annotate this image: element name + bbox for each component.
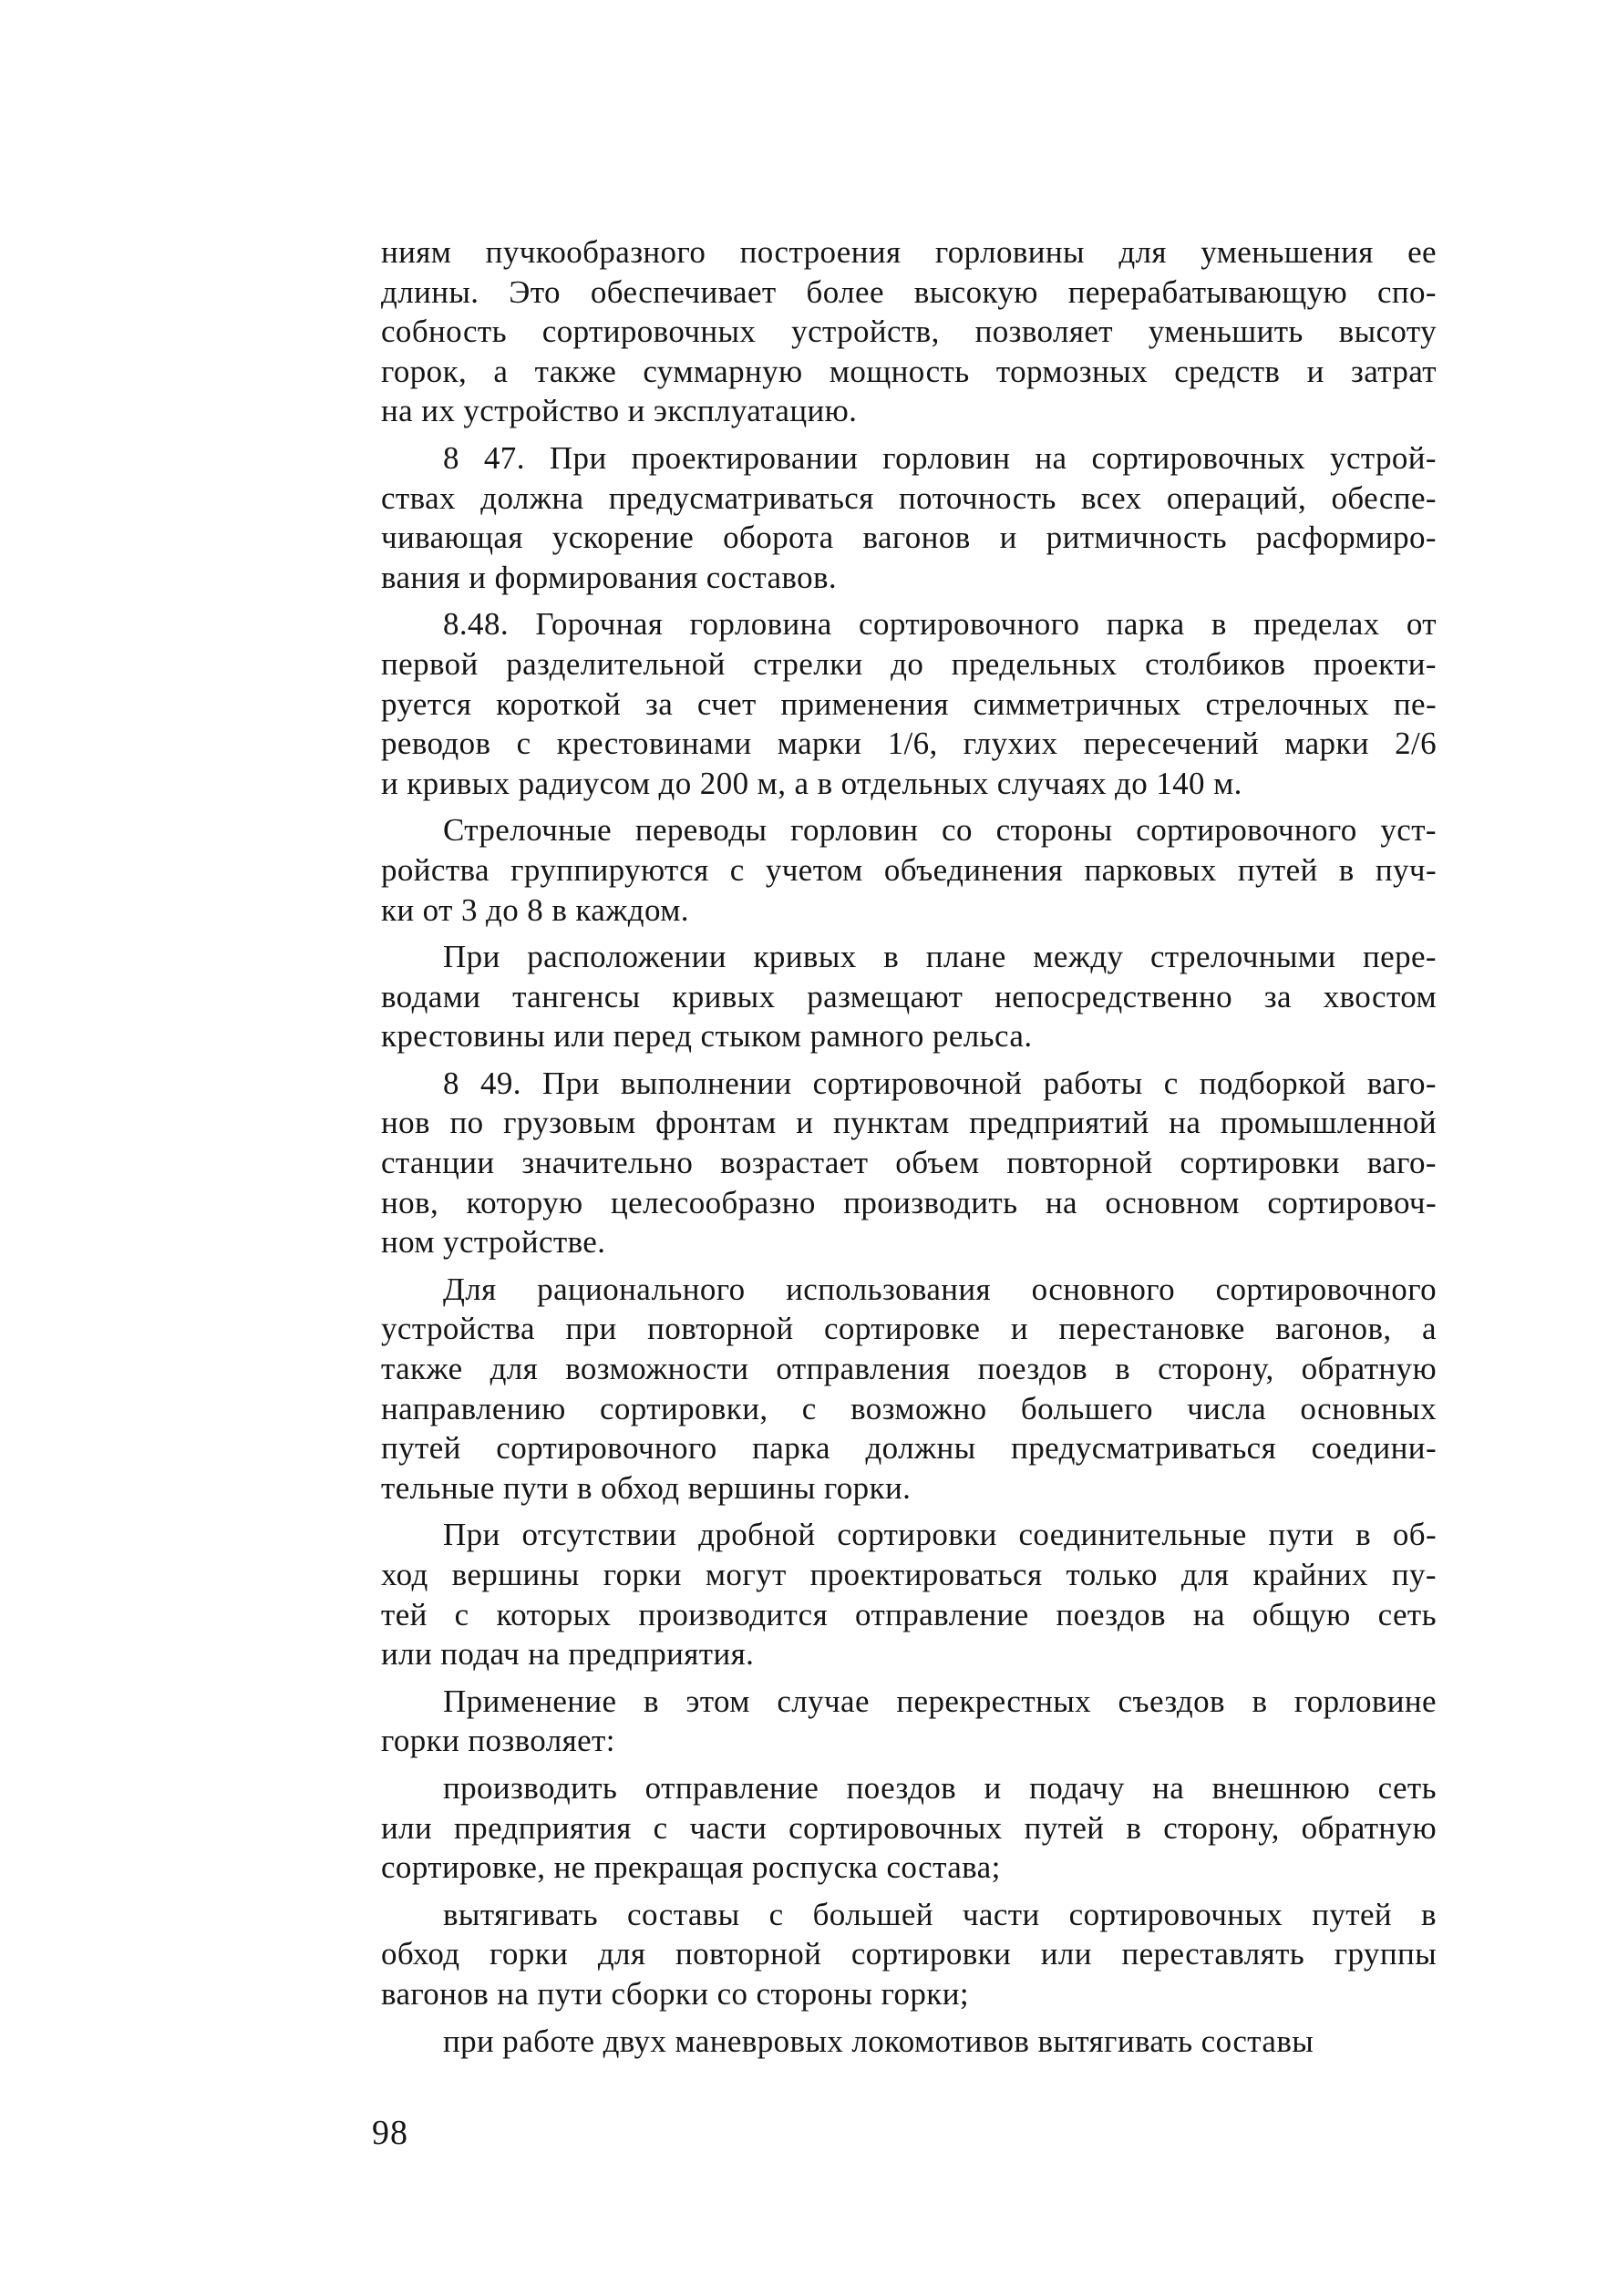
text-line: тельные пути в обход вершины горки. [381, 1469, 912, 1506]
text-line: При отсутствии дробной сортировки соединительные пути в об- [443, 1517, 1437, 1553]
text-line: ход вершины горки могут проектироваться только для крайних пу- [381, 1557, 1437, 1592]
text-line: станции значительно возрастает объем повторной сортировки ваго- [381, 1145, 1437, 1181]
text-line: крестовины или перед стыком рамного рельса. [381, 1018, 1033, 1055]
paragraph [381, 810, 1437, 930]
text-line: при работе двух маневровых локомотивов вытягивать составы [443, 2023, 1314, 2059]
text-line: собность сортировочных устройств, позволяет уменьшить высоту [381, 314, 1437, 350]
text-line: Применение в этом случае перекрестных съездов в горловине [443, 1683, 1437, 1719]
text-line: горок, а также суммарную мощность тормозных средств и затрат [381, 353, 1437, 389]
text-line: или подач на предприятия. [381, 1636, 755, 1673]
paragraph [381, 1064, 1437, 1262]
text-line: путей сортировочного парка должны предусматриваться соедини- [381, 1430, 1437, 1467]
paragraph [381, 2022, 1437, 2062]
text-line: длины. Это обеспечивает более высокую перерабатывающую спо- [381, 273, 1437, 310]
text-line: сортировке, не прекращая роспуска состава; [381, 1849, 1001, 1886]
text-line: ки от 3 до 8 в каждом. [381, 891, 689, 928]
paragraph [381, 1270, 1437, 1508]
paragraph [381, 438, 1437, 597]
text-line: ствах должна предусматриваться поточность всех операций, обеспе- [381, 479, 1437, 516]
text-line: на их устройство и эксплуатацию. [381, 393, 858, 429]
text-line: реводов с крестовинами марки 1/6, глухих пересечений марки 2/6 [381, 726, 1437, 762]
text-line: вагонов на пути сборки со стороны горки; [381, 1975, 969, 2012]
text-line: первой разделительной стрелки до предельных столбиков проекти- [381, 645, 1437, 682]
text-line: или предприятия с части сортировочных путей в сторону, обратную [381, 1809, 1437, 1846]
text-line: обход горки для повторной сортировки или переставлять группы [381, 1936, 1437, 1972]
text-line: также для возможности отправления поездов в сторону, обратную [381, 1351, 1437, 1387]
text-line: вания и формирования составов. [381, 559, 838, 595]
text-line: направлению сортировки, с возможно большего числа основных [381, 1390, 1437, 1426]
text-line: ниям пучкообразного построения горловины для уменьшения ее [381, 234, 1437, 270]
paragraph [381, 604, 1437, 803]
text-line: устройства при повторной сортировке и перестановке вагонов, а [381, 1311, 1437, 1347]
text-line: чивающая ускорение оборота вагонов и ритмичность расформиро- [381, 520, 1437, 556]
text-line: производить отправление поездов и подачу на внешнюю сеть [443, 1769, 1437, 1806]
text-line: нов, которую целесообразно производить на основном сортировоч- [381, 1184, 1437, 1220]
paragraph [381, 1895, 1437, 2014]
text-line: горки позволяет: [381, 1723, 615, 1759]
paragraph [381, 1515, 1437, 1673]
text-line: ройства группируются с учетом объединения парковых путей в пуч- [381, 851, 1437, 888]
text-line: 8 49. При выполнении сортировочной работы с подборкой ваго- [443, 1065, 1437, 1101]
text-line: При расположении кривых в плане между стрелочными пере- [443, 939, 1437, 975]
text-line: ном устройстве. [381, 1224, 606, 1261]
text-line: тей с которых производится отправление поездов на общую сеть [381, 1596, 1437, 1632]
paragraph [381, 232, 1437, 431]
paragraph [381, 937, 1437, 1056]
text-line: вытягивать составы с большей части сортировочных путей в [443, 1896, 1437, 1932]
paragraph [381, 1768, 1437, 1888]
page-text [381, 232, 1437, 2068]
text-line: Стрелочные переводы горловин со стороны сортировочного уст- [443, 812, 1437, 849]
text-line: и кривых радиусом до 200 м, а в отдельных случаях до 140 м. [381, 765, 1242, 801]
text-line: 8 47. При проектировании горловин на сортировочных устрой- [443, 439, 1437, 476]
text-line: руется короткой за счет применения симметричных стрелочных пе- [381, 685, 1437, 722]
paragraph [381, 1682, 1437, 1761]
text-line: 8.48. Горочная горловина сортировочного парка в пределах от [443, 606, 1437, 643]
page-number: 98 [372, 2114, 408, 2152]
text-line: водами тангенсы кривых размещают непосредственно за хвостом [381, 978, 1437, 1014]
text-line: Для рационального использования основного сортировочного [443, 1271, 1437, 1307]
text-line: нов по грузовым фронтам и пунктам предприятий на промышленной [381, 1105, 1437, 1141]
